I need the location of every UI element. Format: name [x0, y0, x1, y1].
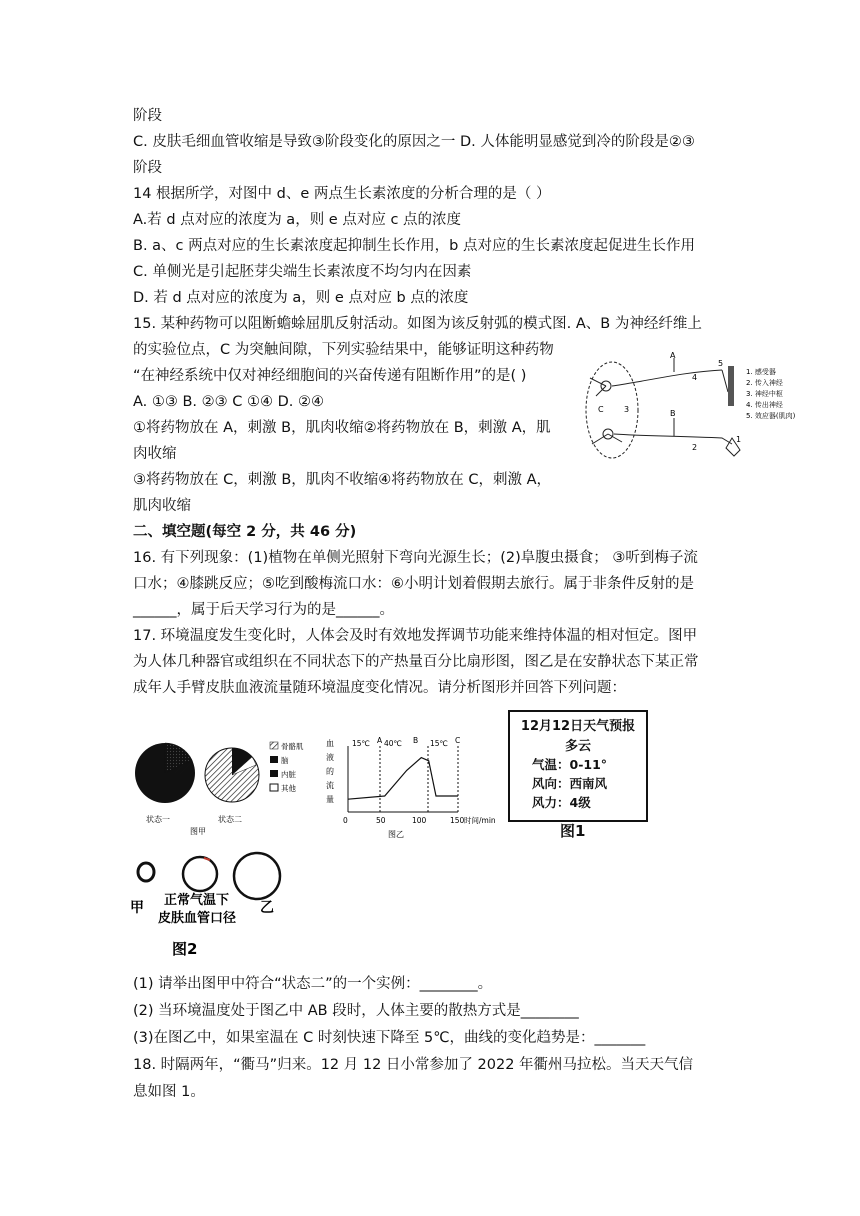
question-14: 14 根据所学，对图中 d、e 两点生长素浓度的分析合理的是（ ）: [133, 186, 551, 202]
weather-box: [508, 710, 648, 822]
x-tick-label: 100: [412, 816, 427, 825]
ylabel-char: 的: [326, 767, 334, 776]
text-line: 阶段: [133, 160, 162, 176]
option-b: B. a、c 两点对应的生长素浓度起抑制生长作用，b 点对应的生长素浓度起促进生长作用: [133, 238, 695, 254]
arc-legend: 4. 传出神经: [746, 401, 783, 409]
x-tick-label: 50: [376, 816, 386, 825]
text-line: 息如图 1。: [133, 1084, 205, 1100]
question-15: 15. 某种药物可以阻断蟾蜍屈肌反射活动。如图为该反射弧的模式图. A、B 为神经纤维上: [133, 316, 702, 332]
legend-swatch: [270, 770, 278, 777]
question-17: 17. 环境温度发生变化时，人体会及时有效地发挥调节功能来维持体温的相对恒定。图甲: [133, 628, 698, 644]
figure-jia: [130, 738, 320, 838]
arc-number: 2: [692, 443, 698, 452]
option-a: A.若 d 点对应的浓度为 a，则 e 点对应 c 点的浓度: [133, 212, 462, 228]
x-tick-label: 150: [450, 816, 465, 825]
question-17-3: (3)在图乙中，如果室温在 C 时刻快速下降至 5℃，曲线的变化趋势是：_______: [133, 1030, 646, 1046]
weather-temp: 气温：0-11°: [532, 757, 608, 772]
pie-state-two: [205, 748, 259, 802]
text-line: 肌肉收缩: [133, 498, 191, 514]
text-line: 为人体几种器官或组织在不同状态下的产热量百分比扇形图，图乙是在安静状态下某正常: [133, 654, 699, 670]
small-vessel: [138, 863, 154, 881]
point-b-label: B: [670, 409, 676, 418]
text-line: 阶段: [133, 108, 162, 124]
arc-number: 1: [736, 435, 742, 444]
weather-wind-direction: 风向：西南风: [532, 776, 608, 791]
text-line: 肉收缩: [133, 446, 177, 462]
text-line: 口水；④膝跳反应；⑤吃到酸梅流口水：⑥小明计划着假期去旅行。属于非条件反射的是: [133, 576, 694, 592]
ylabel-char: 液: [326, 753, 334, 762]
arc-legend: 5. 效应器(肌肉): [746, 412, 796, 420]
figure-yi-chart: [324, 734, 504, 844]
legend-label: 骨骼肌: [281, 742, 304, 751]
label-vessel-diameter: 皮肤血管口径: [158, 911, 237, 926]
question-16: 16. 有下列现象：(1)植物在单侧光照射下弯向光源生长；(2)阜腹虫摄食； ③听到梅子流: [133, 550, 698, 566]
text-line: ①将药物放在 A，刺激 B，肌肉收缩②将药物放在 B，刺激 A，肌: [133, 420, 551, 436]
point-label: C: [455, 736, 461, 745]
large-vessel: [234, 853, 280, 899]
arc-number: 4: [692, 373, 698, 382]
ylabel-char: 量: [326, 795, 334, 804]
legend-swatch: [270, 742, 278, 749]
weather-wind-force: 风力：4级: [532, 795, 591, 810]
legend-label: 其他: [281, 784, 296, 793]
question-18: 18. 时隔两年，“衢马”归来。12 月 12 日小常参加了 2022 年衢州马拉松。当天天气信: [133, 1057, 694, 1073]
question-17-1: (1) 请举出图甲中符合“状态二”的一个实例：________。: [133, 976, 493, 992]
arc-legend: 1. 感受器: [746, 368, 776, 376]
reflex-arc-figure: [582, 352, 812, 472]
legend-swatch: [270, 756, 278, 763]
section-heading: 二、填空题(每空 2 分，共 46 分): [133, 524, 357, 540]
weather-title: 12月12日天气预报: [520, 719, 636, 734]
segment-label: 40℃: [384, 739, 402, 748]
normal-vessel: [183, 857, 217, 891]
flow-line: [348, 758, 458, 800]
x-axis-label: 时间/min: [464, 816, 496, 825]
segment-label: 15℃: [352, 739, 370, 748]
question-15-options: A. ①③ B. ②③ C ①④ D. ②④: [133, 394, 324, 410]
label-jia: 甲: [130, 900, 144, 916]
text-line: ______，属于后天学习行为的是______。: [133, 602, 394, 618]
legend-swatch: [270, 784, 278, 791]
weather-sky: 多云: [564, 739, 591, 754]
ylabel-char: 血: [326, 739, 334, 748]
segment-label: 15℃: [430, 739, 448, 748]
arc-legend: 2. 传入神经: [746, 379, 783, 387]
text-line: 成年人手臂皮肤血液流量随环境温度变化情况。请分析图形并回答下列问题：: [133, 680, 626, 696]
question-17-2: (2) 当环境温度处于图乙中 AB 段时，人体主要的散热方式是________: [133, 1003, 579, 1019]
figure-caption: 图甲: [190, 827, 206, 836]
point-label: A: [377, 736, 383, 745]
option-d: D. 若 d 点对应的浓度为 a，则 e 点对应 b 点的浓度: [133, 290, 469, 306]
arc-legend: 3. 神经中枢: [746, 390, 783, 398]
pie-state-one: [135, 743, 195, 803]
label-normal-temp: 正常气温下: [164, 893, 230, 908]
state-one-label: 状态一: [146, 815, 170, 824]
legend-label: 内脏: [281, 770, 296, 779]
point-a-label: A: [670, 352, 676, 360]
figure-caption: 图乙: [388, 830, 404, 839]
arc-number: 5: [718, 359, 724, 368]
text-line: ③将药物放在 C，刺激 B，肌肉不收缩④将药物放在 C，刺激 A，: [133, 472, 552, 488]
option-c: C. 单侧光是引起胚芽尖端生长素浓度不均匀内在因素: [133, 264, 472, 280]
point-label: B: [413, 736, 419, 745]
legend-label: 脑: [281, 756, 289, 765]
figure-2-caption: 图2: [172, 940, 198, 958]
label-yi: 乙: [260, 900, 274, 916]
text-line: “在神经系统中仅对神经细胞间的兴奋传递有阻断作用”的是( ): [133, 368, 527, 384]
x-tick-label: 0: [343, 816, 348, 825]
state-two-label: 状态二: [218, 815, 242, 824]
point-c-label: C: [598, 405, 604, 414]
figure-1-caption: 图1: [560, 822, 586, 840]
ylabel-char: 流: [326, 781, 334, 790]
text-line: 的实验位点，C 为突触间隙，下列实验结果中，能够证明这种药物: [133, 342, 554, 358]
arc-number: 3: [624, 405, 630, 414]
figure-2: [128, 848, 288, 960]
text-line: C. 皮肤毛细血管收缩是导致③阶段变化的原因之一 D. 人体能明显感觉到冷的阶段是②③: [133, 134, 695, 150]
